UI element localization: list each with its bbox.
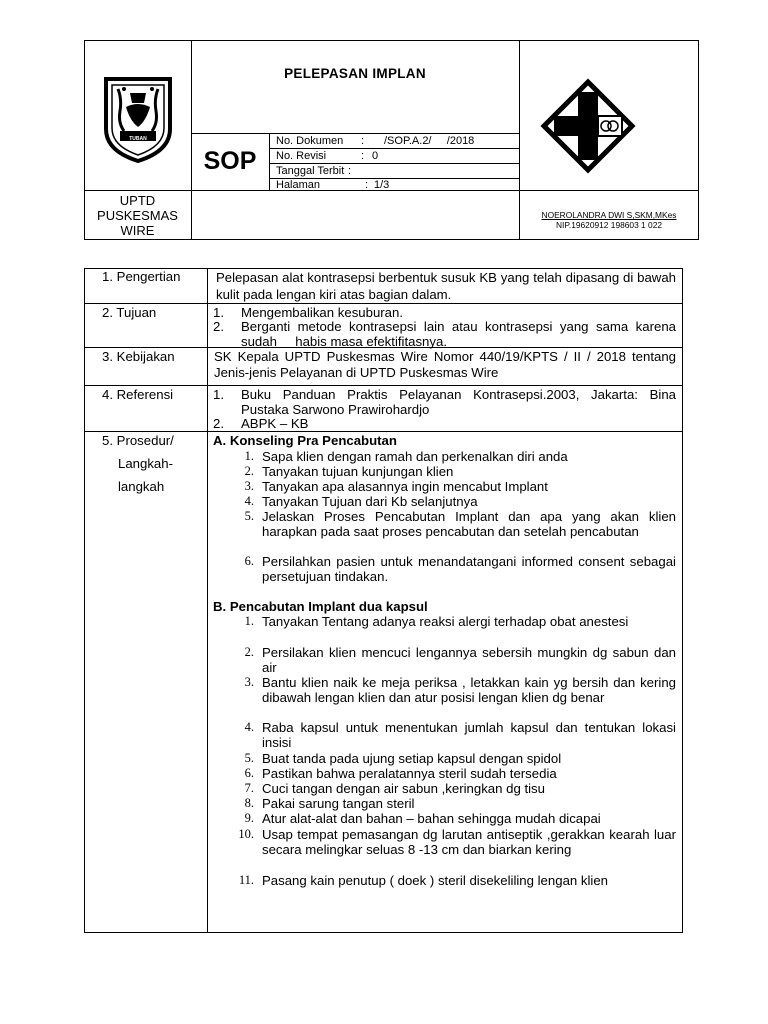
list-text: Sapa klien dengan ramah dan perkenalkan diri anda [262, 449, 568, 464]
list-item [232, 464, 676, 479]
list-number: 11. [238, 873, 254, 887]
list-text: Tanyakan tujuan kunjungan klien [262, 464, 454, 479]
doc-field-sep: : [365, 179, 369, 191]
list-item [232, 766, 676, 781]
list-text: Cuci tangan dengan air sabun ,keringkan dg tisu [262, 781, 545, 796]
list-text: Persilakan klien mencuci lengannya sebersih mungkin dg sabun dan air [262, 645, 676, 675]
list-text: Buku Panduan Praktis Pelayanan Kontrasepsi.2003, Jakarta: Bina Pustaka Sarwono Prawirohardjo [241, 387, 676, 417]
list-number: 1. [213, 387, 224, 402]
list-number: 2. [213, 416, 224, 431]
list-item [232, 827, 676, 872]
list-number: 2. [244, 464, 254, 478]
list-text: Raba kapsul untuk menentukan jumlah kapsul dan tentukan lokasi insisi [262, 720, 676, 750]
list-text: Jelaskan Proses Pencabutan Implant dan apa yang akan klien harapkan pada saat proses pencabutan dan setelah pencabutan [262, 509, 676, 539]
list-number: 5. [244, 509, 254, 523]
list-item [232, 720, 676, 750]
list-item [232, 873, 676, 888]
divider [84, 385, 683, 386]
divider [269, 148, 519, 149]
section-a-heading: A. Konseling Pra Pencabutan [213, 433, 397, 448]
list-item [232, 781, 676, 796]
doc-field-label: No. Dokumen [276, 135, 344, 147]
list-text: Usap tempat pemasangan dg larutan antiseptik ,gerakkan kearah luar secara melingkar seluas 8 -13 cm dan biarkan kering [262, 827, 676, 857]
list-text: Tanyakan Tentang adanya reaksi alergi terhadap obat anestesi [262, 614, 629, 629]
list-text: Pakai sarung tangan steril [262, 796, 415, 811]
list-item [232, 509, 676, 554]
list-number: 1. [213, 305, 224, 320]
org-line: PUSKESMAS [97, 208, 178, 223]
doc-field-value: 0 [372, 150, 379, 162]
list-number: 8. [244, 796, 254, 810]
kebijakan-text: SK Kepala UPTD Puskesmas Wire Nomor 440/19/KPTS / II / 2018 tentang Jenis-jenis Pelayanan di UPTD Puskesmas Wire [214, 349, 676, 380]
list-number: 7. [244, 781, 254, 795]
row-label-pengertian: 1. Pengertian [102, 269, 181, 284]
list-text: Tanyakan apa alasannya ingin mencabut Implant [262, 479, 548, 494]
signer-block [519, 210, 699, 230]
list-number: 9. [244, 811, 254, 825]
doc-field-value: 1/3 [374, 179, 390, 191]
list-text: Buat tanda pada ujung setiap kapsul dengan spidol [262, 751, 562, 766]
section-b-heading: B. Pencabutan Implant dua kapsul [213, 599, 428, 614]
list-item [232, 449, 676, 464]
list-item [232, 811, 676, 826]
doc-field-label: Tanggal Terbit [276, 165, 345, 177]
list-item [209, 416, 676, 431]
row-label-tujuan: 2. Tujuan [102, 305, 157, 320]
row-label-prosedur-2: Langkah- [118, 456, 173, 471]
list-text: ABPK – KB [241, 416, 309, 431]
logo-text: TUBAN [129, 136, 147, 142]
org-name [84, 193, 191, 238]
list-number: 3. [244, 479, 254, 493]
list-text: Berganti metode kontrasepsi lain atau kontrasepsi yang sama karena sudah habis masa efektifitasnya. [241, 319, 680, 349]
divider [207, 268, 208, 933]
list-number: 3. [244, 675, 254, 689]
signer-nip: NIP.19620912 198603 1 022 [555, 220, 663, 230]
row-label-referensi: 4. Referensi [102, 387, 174, 402]
list-number: 1. [244, 614, 254, 628]
page-title: PELEPASAN IMPLAN [284, 66, 426, 81]
list-text: Tanyakan Tujuan dari Kb selanjutnya [262, 494, 478, 509]
divider [191, 133, 519, 134]
list-text: Pasang kain penutup ( doek ) steril disekeliling lengan klien [262, 873, 609, 888]
row-label-kebijakan: 3. Kebijakan [102, 349, 175, 364]
doc-field-label: Halaman [276, 179, 321, 191]
pengertian-text: Pelepasan alat kontrasepsi berbentuk susuk KB yang telah dipasang di bawah kulit pada lengan kiri atas bagian dalam. [216, 270, 676, 302]
tuban-crest-logo [100, 73, 176, 163]
list-item [209, 305, 676, 320]
list-number: 10. [238, 827, 254, 841]
divider [84, 303, 683, 304]
list-text: Persilahkan pasien untuk menandatangani informed consent sebagai persetujuan tindakan. [262, 554, 676, 584]
divider [269, 163, 519, 164]
signer-name: NOEROLANDRA DWI S,SKM,MKes [541, 210, 677, 220]
list-number: 5. [244, 751, 254, 765]
list-number: 6. [244, 554, 254, 568]
puskesmas-logo [540, 78, 636, 174]
doc-field-sep: : [361, 150, 365, 162]
list-item [232, 645, 676, 675]
divider [84, 190, 699, 191]
doc-field-sep: : [361, 135, 365, 147]
list-text: Pastikan bahwa peralatannya steril sudah tersedia [262, 766, 557, 781]
org-line: UPTD [119, 193, 156, 208]
list-number: 6. [244, 766, 254, 780]
list-item [232, 494, 676, 509]
list-item [232, 554, 676, 584]
list-item [232, 614, 676, 644]
list-item [209, 319, 680, 349]
row-label-prosedur-3: langkah [118, 479, 165, 494]
list-item [209, 387, 676, 417]
doc-field-sep: : [348, 165, 352, 177]
divider [84, 431, 683, 432]
divider [269, 133, 270, 190]
doc-field-label: No. Revisi [276, 150, 327, 162]
list-number: 4. [244, 494, 254, 508]
list-item [232, 479, 676, 494]
row-label-prosedur: 5. Prosedur/ [102, 433, 174, 448]
list-text: Mengembalikan kesuburan. [241, 305, 404, 320]
org-line: WIRE [120, 223, 155, 238]
list-number: 2. [244, 645, 254, 659]
sop-label: SOP [203, 147, 257, 175]
list-number: 2. [213, 319, 224, 334]
list-number: 1. [244, 449, 254, 463]
list-item [232, 751, 676, 766]
list-item [232, 675, 676, 720]
list-number: 4. [244, 720, 254, 734]
list-item [232, 796, 676, 811]
list-text: Atur alat-alat dan bahan – bahan sehingga mudah dicapai [262, 811, 601, 826]
doc-field-value: /SOP.A.2/ /2018 [384, 135, 475, 147]
list-text: Bantu klien naik ke meja periksa , letakkan kain yg bersih dan kering dibawah lengan klien dan atur posisi lengan klien dg benar [262, 675, 676, 705]
